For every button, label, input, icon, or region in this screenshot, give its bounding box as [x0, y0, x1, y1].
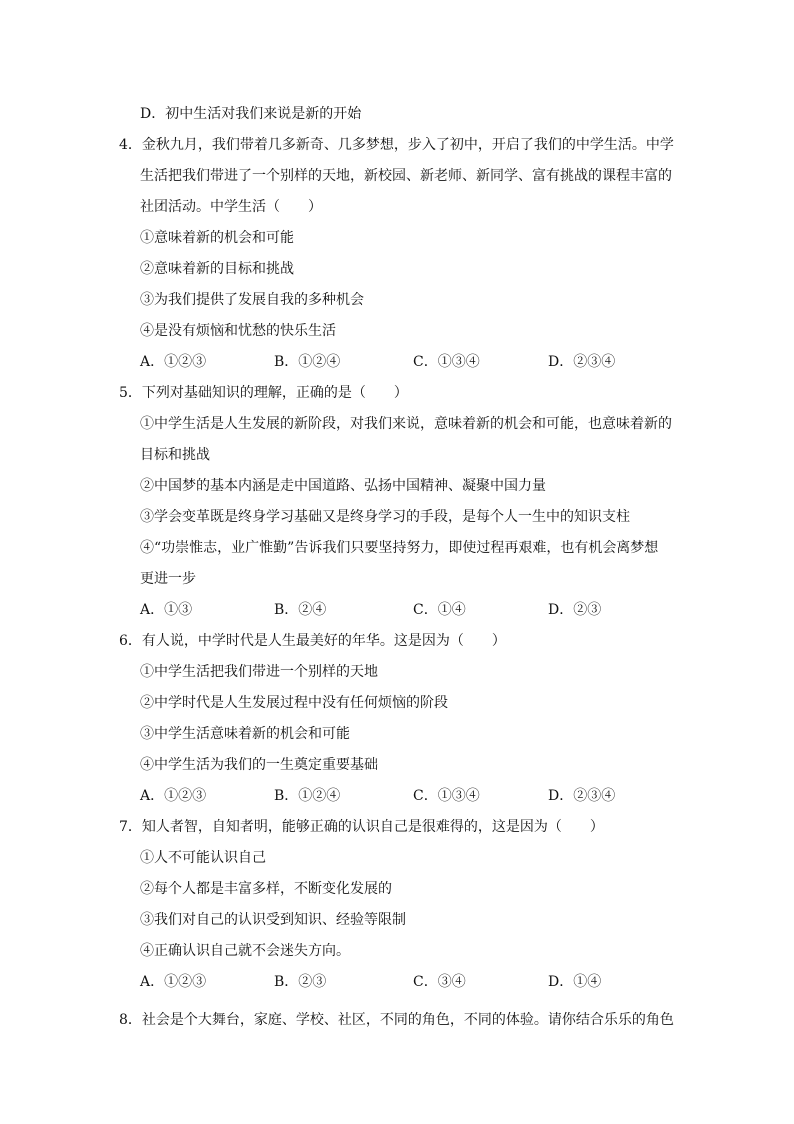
q5-item-4-line-2: 更进一步 — [140, 571, 196, 587]
q8-stem-line-1: 8．社会是个大舞台，家庭、学校、社区，不同的角色，不同的体验。请你结合乐乐的角色 — [119, 1012, 674, 1028]
q4-choice-a[interactable]: A．①②③ — [140, 354, 207, 370]
q4-choice-b[interactable]: B．①②④ — [274, 354, 341, 370]
q6-choice-b[interactable]: B．①②④ — [274, 788, 341, 804]
q7-stem-line-1: 7．知人者智，自知者明，能够正确的认识自己是很难得的，这是因为（ ） — [119, 819, 604, 835]
q5-choice-d[interactable]: D．②③ — [548, 602, 602, 618]
q6-choice-d[interactable]: D．②③④ — [548, 788, 616, 804]
q4-item-4: ④是没有烦恼和忧愁的快乐生活 — [140, 323, 336, 339]
q5-stem-line-1: 5．下列对基础知识的理解，正确的是（ ） — [119, 385, 408, 401]
q7-item-3: ③我们对自己的认识受到知识、经验等限制 — [140, 912, 406, 928]
q5-item-1-line-2: 目标和挑战 — [140, 447, 210, 463]
q4-stem-line-1: 4．金秋九月，我们带着几多新奇、几多梦想，步入了初中，开启了我们的中学生活。中学 — [119, 137, 674, 153]
q7-choice-a[interactable]: A．①②③ — [140, 974, 207, 990]
q5-item-4-line-1: ④“功崇惟志，业广惟勤”告诉我们只要坚持努力，即使过程再艰难，也有机会离梦想 — [140, 540, 659, 556]
q6-item-3: ③中学生活意味着新的机会和可能 — [140, 726, 350, 742]
q6-stem-line-1: 6．有人说，中学时代是人生最美好的年华。这是因为（ ） — [119, 633, 506, 649]
q6-item-4: ④中学生活为我们的一生奠定重要基础 — [140, 757, 378, 773]
q4-item-1: ①意味着新的机会和可能 — [140, 230, 294, 246]
q5-item-1-line-1: ①中学生活是人生发展的新阶段，对我们来说，意味着新的机会和可能，也意味着新的 — [140, 416, 672, 432]
q7-item-1: ①人不可能认识自己 — [140, 850, 266, 866]
q4-stem-line-3: 社团活动。中学生活（ ） — [140, 199, 322, 215]
q6-choice-c[interactable]: C．①③④ — [413, 788, 480, 804]
q6-item-2: ②中学时代是人生发展过程中没有任何烦恼的阶段 — [140, 695, 448, 711]
q6-choice-a[interactable]: A．①②③ — [140, 788, 207, 804]
q4-choice-c[interactable]: C．①③④ — [413, 354, 480, 370]
q7-choice-d[interactable]: D．①④ — [548, 974, 602, 990]
q5-item-3: ③学会变革既是终身学习基础又是终身学习的手段，是每个人一生中的知识支柱 — [140, 509, 630, 525]
q5-choice-c[interactable]: C．①④ — [413, 602, 466, 618]
q7-choice-b[interactable]: B．②③ — [274, 974, 327, 990]
q7-item-4: ④正确认识自己就不会迷失方向。 — [140, 943, 350, 959]
q5-choice-b[interactable]: B．②④ — [274, 602, 327, 618]
q5-choice-a[interactable]: A．①③ — [140, 602, 193, 618]
q3-option-d: D．初中生活对我们来说是新的开始 — [140, 106, 362, 122]
q7-choice-c[interactable]: C．③④ — [413, 974, 466, 990]
q4-stem-line-2: 生活把我们带进了一个别样的天地，新校园、新老师、新同学、富有挑战的课程丰富的 — [140, 168, 672, 184]
q6-item-1: ①中学生活把我们带进一个别样的天地 — [140, 664, 378, 680]
q4-choice-d[interactable]: D．②③④ — [548, 354, 616, 370]
q5-item-2: ②中国梦的基本内涵是走中国道路、弘扬中国精神、凝聚中国力量 — [140, 478, 546, 494]
q4-item-3: ③为我们提供了发展自我的多种机会 — [140, 292, 364, 308]
q7-item-2: ②每个人都是丰富多样，不断变化发展的 — [140, 881, 392, 897]
q4-item-2: ②意味着新的目标和挑战 — [140, 261, 294, 277]
